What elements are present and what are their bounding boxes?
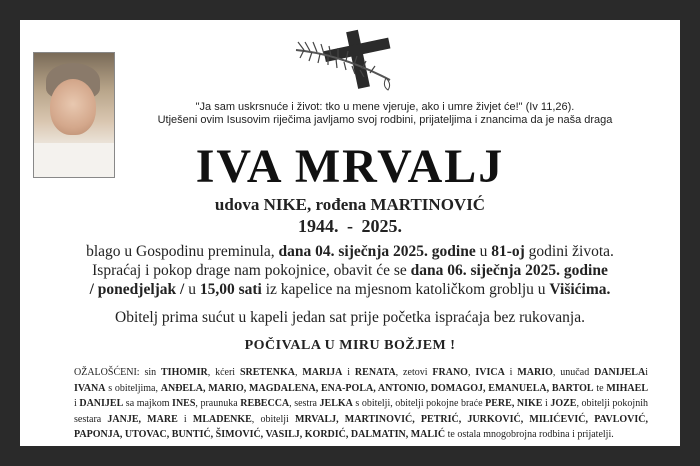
- portrait-face: [50, 79, 96, 135]
- obituary-card: [20, 20, 680, 446]
- rest-in-peace-line: POČIVALA U MIRU BOŽJEM !: [244, 338, 456, 353]
- announcement-line: Utješeni ovim Isusovim riječima javljamo svoj rodbini, prijateljima i znancima da je naša draga: [157, 114, 613, 126]
- funeral-time-place-line: [40, 280, 660, 299]
- mourner-name: MRVALJ, MARTINOVIĆ, PETRIĆ, JURKOVIĆ, MILIĆEVIĆ, PAVLOVIĆ, PAPONJA, UTOVAC, BUNTIĆ, ŠIMOVIĆ, VASILJ, KORDIĆ, DALMATIN, MALIĆ: [74, 413, 648, 440]
- quote-line: "Ja sam uskrsnuće i život: tko u mene vjeruje, ako i umre živjet će!" (Iv 11,26).: [195, 101, 575, 113]
- text: te: [593, 382, 607, 394]
- mourner-name: MLADENKE: [192, 413, 252, 425]
- text: s obitelji, obitelji pokojne braće: [352, 398, 486, 409]
- mourner-name: FRANO: [432, 367, 468, 378]
- life-years: 1944. - 2025.: [298, 216, 402, 236]
- text: , unučad: [552, 367, 595, 378]
- text: , praunuka: [195, 398, 241, 409]
- widow-of-line: udova NIKE, rođena MARTINOVIĆ: [214, 195, 486, 214]
- text: s obiteljima,: [105, 382, 161, 394]
- mourner-name: INES: [172, 398, 196, 409]
- bible-quote: [125, 101, 645, 127]
- mourner-name: IVANA: [74, 382, 106, 394]
- text: ,: [294, 367, 303, 378]
- text: ,: [467, 367, 476, 378]
- text: blago u Gospodinu preminula,: [86, 243, 279, 260]
- mourner-name: ANĐELA, MARIO, MAGDALENA, ENA-POLA, ANTONIO, DOMAGOJ, EMANUELA, BARTOL: [160, 382, 594, 394]
- condolence-notice: Obitelj prima sućut u kapeli jedan sat prije početka ispraćaja bez rukovanja.: [115, 309, 585, 326]
- death-and-funeral-details: [40, 242, 660, 299]
- text: i: [504, 367, 518, 378]
- text: , obitelji pokojnih sestara: [74, 398, 648, 425]
- age: 81-oj: [491, 243, 525, 260]
- funeral-place: Višićima.: [549, 281, 611, 298]
- mourner-name: DANIJEL: [79, 398, 124, 409]
- funeral-date-line: [40, 261, 660, 280]
- mourner-name: REBECCA: [240, 398, 290, 409]
- mourner-name: JOZE: [550, 398, 577, 409]
- text: sa majkom: [123, 398, 173, 409]
- funeral-time: 15,00 sati: [199, 281, 262, 298]
- text: i: [177, 413, 193, 425]
- mourner-name: RENATA: [354, 367, 396, 378]
- funeral-date: dana 06. siječnja 2025. godine: [410, 262, 608, 279]
- text: godini života.: [524, 243, 614, 260]
- mourner-name: IVICA: [475, 367, 505, 378]
- mourner-name: DANIJELA: [594, 367, 646, 378]
- mourner-name: MIHAEL: [606, 382, 648, 394]
- text: i: [342, 367, 355, 378]
- text: , obitelji: [251, 413, 295, 425]
- mourner-name: SRETENKA: [239, 367, 295, 378]
- mourners-list: [74, 365, 648, 443]
- text: , kćeri: [207, 367, 240, 378]
- text: i: [74, 398, 80, 409]
- mourner-name: PERE, NIKE: [485, 398, 543, 409]
- text: i: [645, 367, 648, 378]
- text: u: [475, 243, 492, 260]
- text: iz kapelice na mjesnom katoličkom groblju u: [261, 281, 550, 298]
- death-date: dana 04. siječnja 2025. godine: [278, 243, 476, 260]
- text: , zetovi: [395, 367, 433, 378]
- text: OŽALOŠĆENI: sin: [74, 367, 162, 378]
- mourner-name: MARIJA: [302, 367, 343, 378]
- text: Ispraćaj i pokop drage nam pokojnice, obavit će se: [92, 262, 411, 279]
- text: u: [184, 281, 200, 298]
- death-date-line: [40, 242, 660, 261]
- mourner-name: TIHOMIR: [161, 367, 208, 378]
- mourner-name: MARIO: [517, 367, 553, 378]
- mourner-name: JELKA: [319, 398, 353, 409]
- funeral-weekday: / ponedjeljak /: [89, 281, 185, 298]
- cross-with-palm-icon: [290, 28, 410, 92]
- mourner-name: JANJE, MARE: [107, 413, 178, 425]
- text: , sestra: [289, 398, 320, 409]
- text: i: [542, 398, 551, 409]
- deceased-name: IVA MRVALJ: [195, 140, 505, 193]
- text: te ostala mnogobrojna rodbina i prijatelji.: [445, 429, 614, 440]
